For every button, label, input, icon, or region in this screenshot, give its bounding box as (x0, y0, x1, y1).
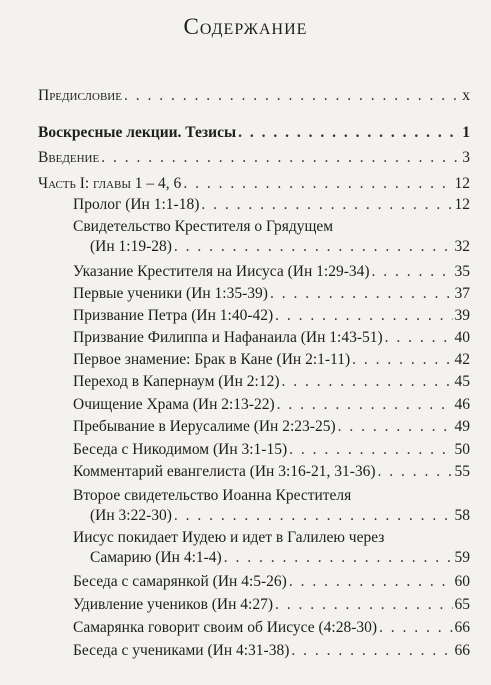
toc-entry (73, 373, 470, 391)
dot-leader (124, 87, 460, 105)
dot-leader (352, 351, 452, 369)
dot-leader (224, 549, 453, 567)
dot-leader (101, 149, 460, 167)
toc-entry-label-line1: Свидетельство Крестителя о Грядущем (73, 218, 334, 235)
toc-page-number: 40 (454, 329, 470, 346)
toc-entry-label: Самарянка говорит своим об Иисусе (4:28-30) (73, 619, 378, 636)
toc-entry (38, 149, 470, 167)
toc-entry-label: Первое знамение: Брак в Кане (Ин 2:1-11) (73, 351, 351, 368)
toc-page-number: 37 (454, 285, 470, 302)
toc-entry-label: Беседа с самарянкой (Ин 4:5-26) (73, 573, 287, 590)
toc-entry (38, 175, 470, 193)
toc-page-number: 32 (454, 238, 470, 255)
dot-leader (282, 373, 453, 391)
toc-entry (73, 285, 470, 303)
toc-entry-label: Пролог (Ин 1:1-18) (73, 196, 200, 213)
toc-entry (73, 441, 470, 459)
dot-leader (183, 175, 452, 193)
toc-page-number: 66 (454, 619, 470, 636)
toc-entry-label: Введение (38, 149, 100, 166)
toc-page-number: 55 (454, 463, 470, 480)
toc-page-number: 50 (454, 441, 470, 458)
dot-leader (275, 307, 452, 325)
dot-leader (270, 285, 453, 303)
toc-entry (73, 507, 470, 525)
toc-entry-label: Беседа с Никодимом (Ин 3:1-15) (73, 441, 288, 458)
dot-leader (385, 329, 453, 347)
toc-page-number: 12 (454, 196, 470, 213)
dot-leader (238, 124, 460, 142)
toc-entry (38, 124, 470, 142)
toc-entry (73, 263, 470, 281)
toc-page-number: 3 (462, 149, 470, 166)
toc-entry-label: Беседа с учениками (Ин 4:31-38) (73, 642, 290, 659)
page-title: Содержание (183, 14, 308, 39)
toc-entry (73, 307, 470, 325)
toc-entry-label-line1: Второе свидетельство Иоанна Крестителя (73, 487, 352, 504)
toc-page-number: 65 (454, 596, 470, 613)
toc-entry-label: Удивление учеников (Ин 4:27) (73, 596, 274, 613)
toc-entry-label-line2: (Ин 3:22-30) (90, 507, 172, 524)
toc-entry-label: Первые ученики (Ин 1:35-39) (73, 285, 268, 302)
toc-page-number: 46 (454, 396, 470, 413)
toc-entry (73, 238, 470, 256)
toc-entry (73, 396, 470, 414)
toc-entry-label: Часть I: главы 1 – 4, 6 (38, 175, 182, 192)
toc-page-number: 59 (454, 549, 470, 566)
toc-page-number: 49 (454, 418, 470, 435)
toc-entry (73, 549, 470, 567)
toc-entry (73, 596, 470, 614)
dot-leader (291, 642, 452, 660)
toc-entry-label: Воскресные лекции. Тезисы (38, 124, 237, 141)
toc-entry-label: Призвание Филиппа и Нафанаила (Ин 1:43-51) (73, 329, 383, 346)
toc-entry (73, 351, 470, 369)
toc-page-number: 60 (454, 573, 470, 590)
dot-leader (275, 596, 452, 614)
toc-page-number: 42 (454, 351, 470, 368)
toc-entry-label-line1: Иисус покидает Иудею и идет в Галилею через (73, 529, 385, 546)
toc-page-number: 66 (454, 642, 470, 659)
dot-leader (338, 418, 453, 436)
toc-entry (73, 619, 470, 637)
toc-entry-label: Призвание Петра (Ин 1:40-42) (73, 307, 274, 324)
dot-leader (277, 396, 453, 414)
dot-leader (201, 196, 452, 214)
toc-entry-label: Очищение Храма (Ин 2:13-22) (73, 396, 275, 413)
dot-leader (174, 507, 453, 525)
dot-leader (379, 619, 452, 637)
toc-entry-label: Пребывание в Иерусалиме (Ин 2:23-25) (73, 418, 336, 435)
toc-page-number: 1 (462, 124, 470, 141)
toc-entry (73, 418, 470, 436)
dot-leader (289, 441, 452, 459)
toc-entry (73, 329, 470, 347)
toc-entry-label: Указание Крестителя на Иисуса (Ин 1:29-34) (73, 263, 370, 280)
toc-entry (38, 87, 470, 105)
toc-page-number: 35 (454, 263, 470, 280)
dot-leader (378, 463, 453, 481)
toc-entry-label: Переход в Капернаум (Ин 2:12) (73, 373, 280, 390)
toc-entry (73, 196, 470, 214)
toc-page-number: 12 (454, 175, 470, 192)
toc-entry-label: Предисловие (38, 87, 122, 104)
dot-leader (174, 238, 453, 256)
toc-entry (73, 463, 470, 481)
toc-page-number: 45 (454, 373, 470, 390)
toc-entry-label: Комментарий евангелиста (Ин 3:16-21, 31-36) (73, 463, 376, 480)
toc-page-number: 58 (454, 507, 470, 524)
toc-entry-label-line2: Самарию (Ин 4:1-4) (90, 549, 222, 566)
toc-entry (73, 642, 470, 660)
dot-leader (289, 573, 453, 591)
toc-entry-label-line2: (Ин 1:19-28) (90, 238, 172, 255)
toc-page-number: 39 (454, 307, 470, 324)
toc-page-number: x (462, 87, 470, 104)
dot-leader (372, 263, 453, 281)
toc-entry (73, 573, 470, 591)
